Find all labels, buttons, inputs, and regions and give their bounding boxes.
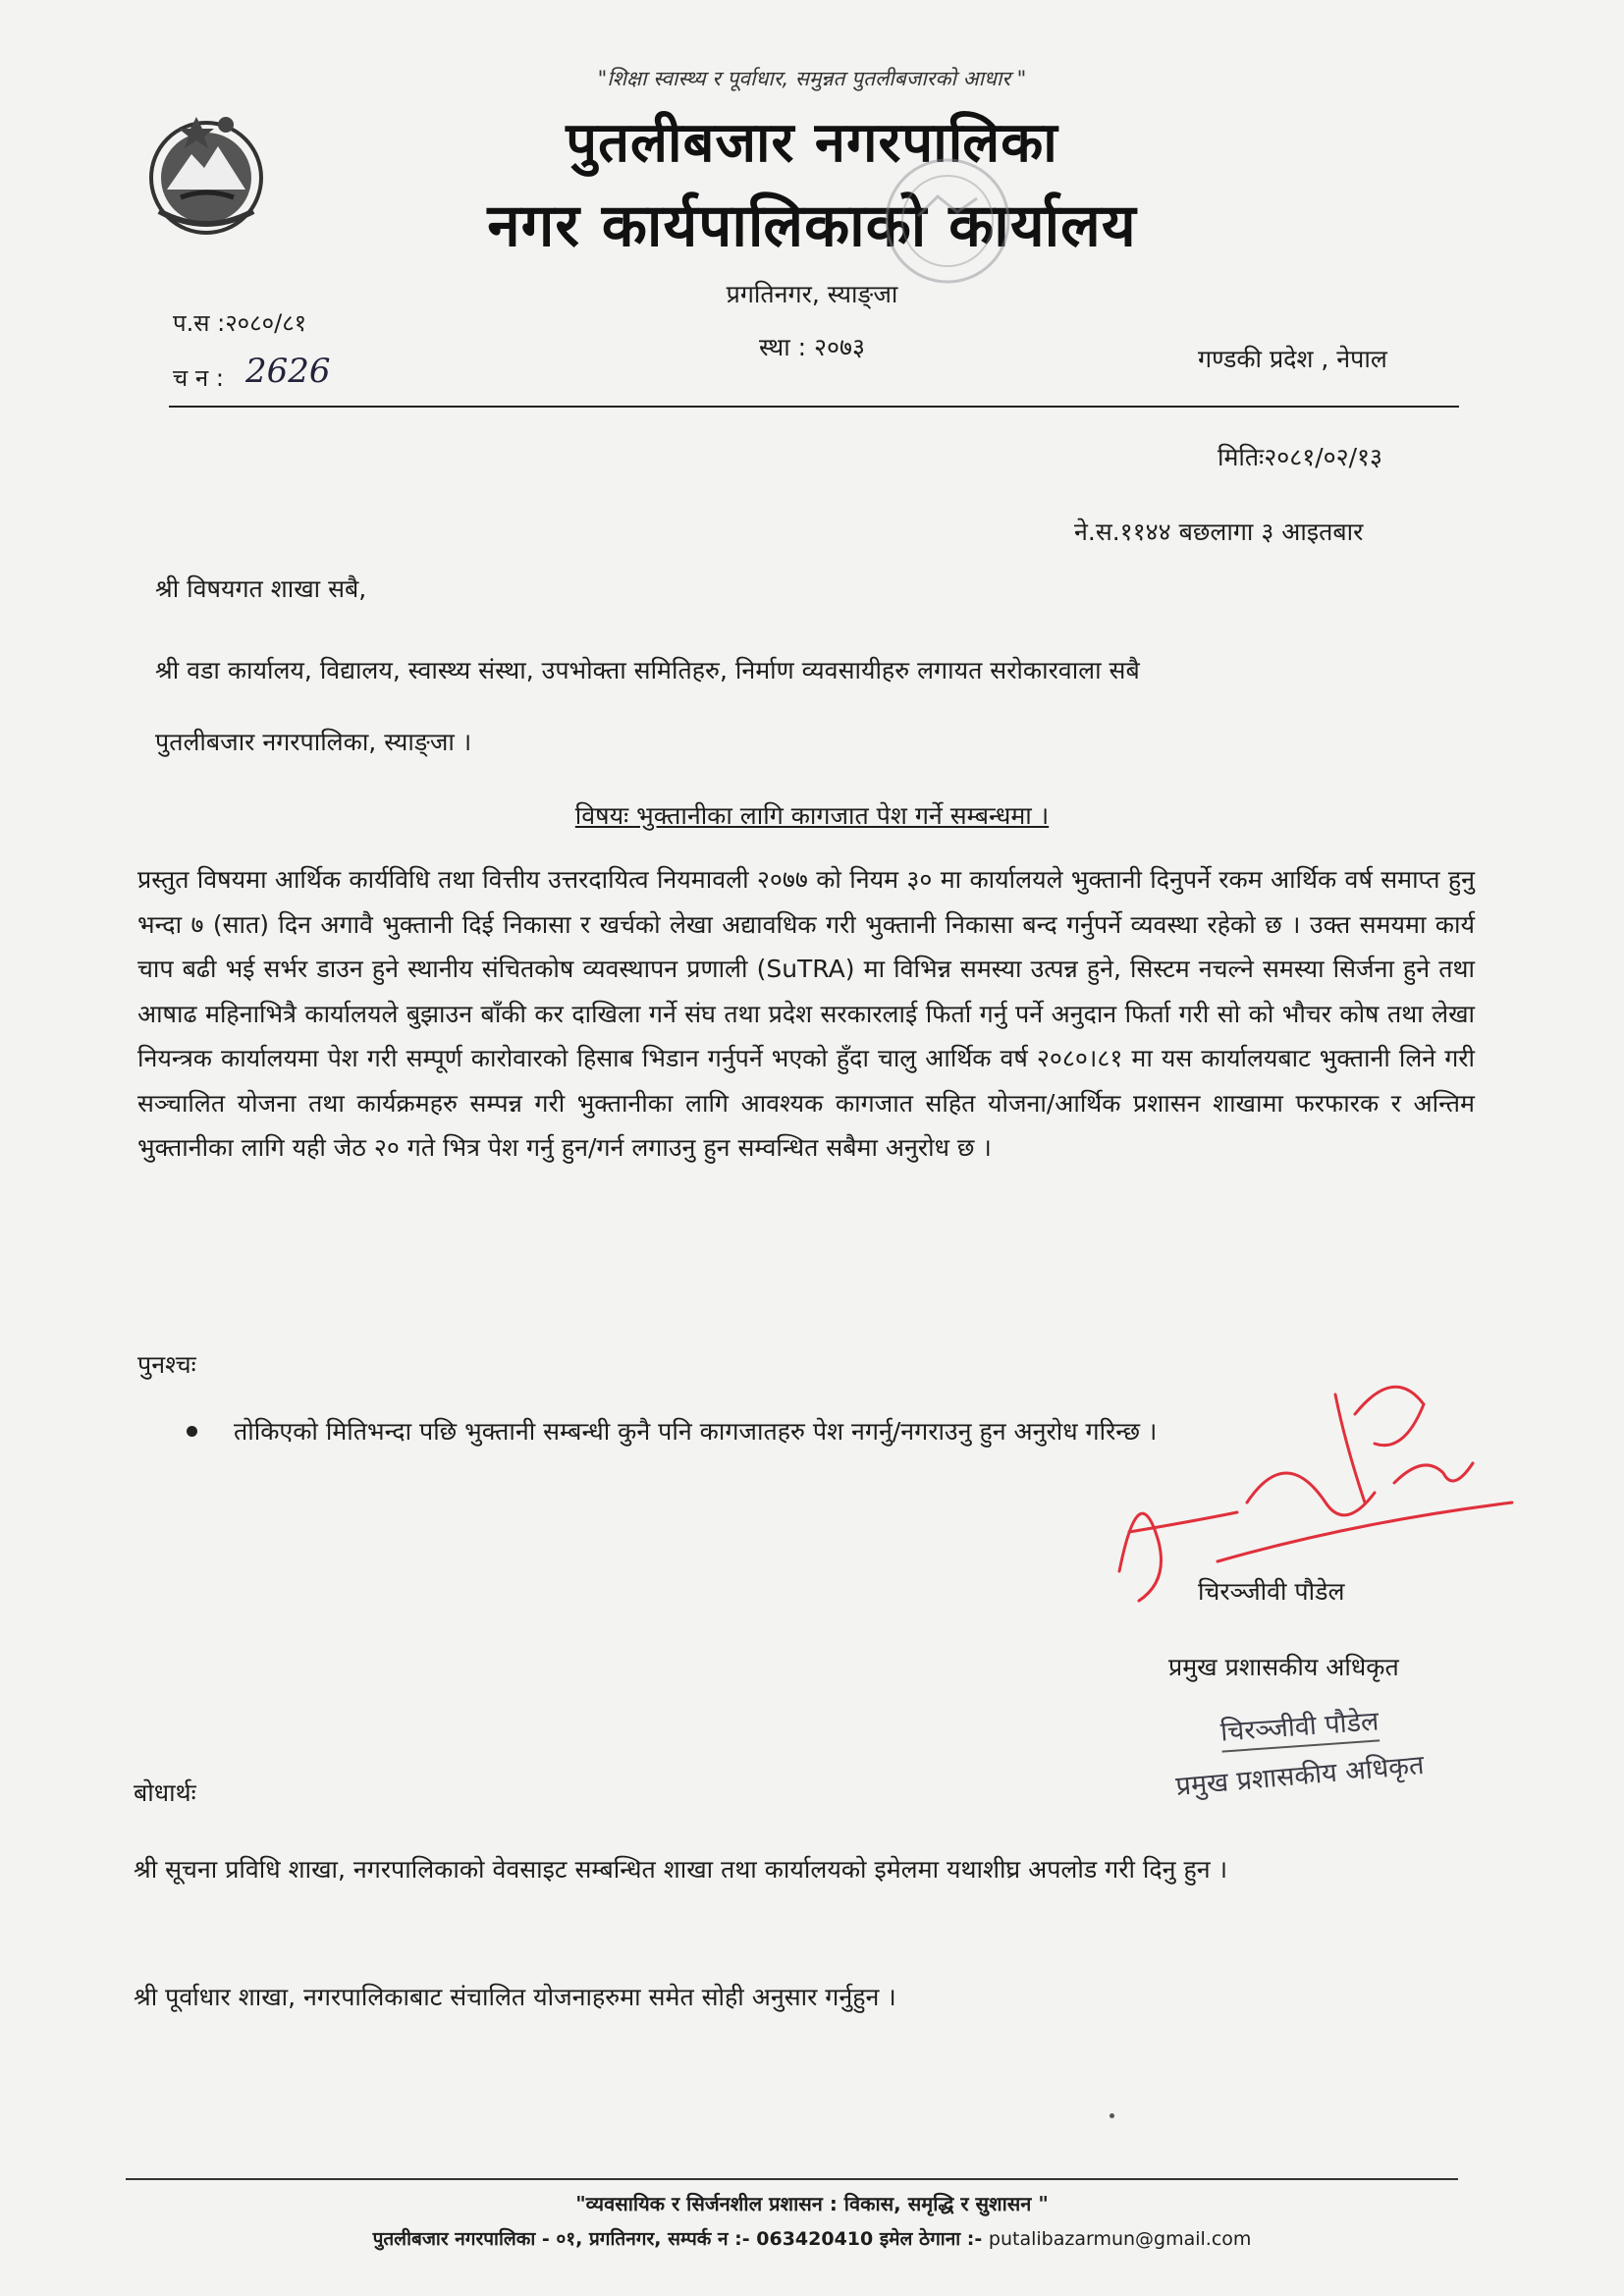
recipient-line-1: श्री विषयगत शाखा सबै, (155, 574, 367, 603)
footer-contact-text: पुतलीबजार नगरपालिका - ०१, प्रगतिनगर, सम्पर्क न :- 063420410 इमेल ठेगाना :- (372, 2228, 989, 2250)
stray-mark (1110, 2113, 1114, 2118)
dispatch-label: च न : (173, 364, 224, 392)
municipality-name: पुतलीबजार नगरपालिका (566, 111, 1058, 175)
letter-date: मितिः२०८१/०२/१३ (1218, 443, 1383, 471)
postscript-label: पुनश्चः (137, 1350, 196, 1379)
dispatch-number: 2626 (245, 352, 331, 391)
signatory-name: चिरञ्जीवी पौडेल (1198, 1577, 1345, 1606)
cc-line-2: श्री पूर्वाधार शाखा, नगरपालिकाबाट संचालित योजनाहरुमा समेत सोही अनुसार गर्नुहुन । (134, 1983, 896, 2011)
header-slogan: "शिक्षा स्वास्थ्य र पूर्वाधार, समुन्नत पुतलीबजारको आधार " (597, 67, 1027, 90)
cc-line-1: श्री सूचना प्रविधि शाखा, नगरपालिकाको वेवसाइट सम्बन्धित शाखा तथा कार्यालयको इमेलमा यथाशीघ्र अपलोड गरी दिनु हुन । (134, 1855, 1228, 1884)
recipient-line-3: पुतलीबजार नगरपालिका, स्याङ्जा । (155, 728, 472, 756)
reference-number: प.स :२०८०/८१ (173, 309, 307, 337)
cc-label: बोधार्थः (134, 1778, 196, 1807)
recipient-line-2: श्री वडा कार्यालय, विद्यालय, स्वास्थ्य संस्था, उपभोक्ता समितिहरु, निर्माण व्यवसायीहरु लगायत सरोकारवाला सबै (155, 656, 1140, 684)
footer-divider (126, 2178, 1458, 2180)
established-year: स्था : २०७३ (759, 333, 865, 361)
header-divider (169, 406, 1459, 408)
footer-email: putalibazarmun@gmail.com (988, 2228, 1252, 2250)
faint-office-stamp (864, 147, 1031, 295)
letter-body: प्रस्तुत विषयमा आर्थिक कार्यविधि तथा वित्तीय उत्तरदायित्व नियमावली २०७७ को नियम ३० मा कार्यालयले भुक्तानी दिनुपर्ने रकम आर्थिक वर्ष समाप्त हुनु भन्दा ७ (सात) दिन अगावै भुक्तानी दिई निकासा र खर्चको लेखा अद्यावधिक गरी भुक्तानी निकासा बन्द गर्नुपर्ने व्यवस्था रहेको छ । उक्त समयमा कार्य चाप बढी भई सर्भर डाउन हुने स्थानीय संचितकोष व्यवस्थापन प्रणाली (SuTRA) मा विभिन्न समस्या उत्पन्न हुने, सिस्टम नचल्ने समस्या सिर्जना हुने तथा आषाढ महिनाभित्रै कार्यालयले बुझाउन बाँकी कर दाखिला गर्ने संघ तथा प्रदेश सरकारलाई फिर्ता गर्नु पर्ने अनुदान फिर्ता गरी सो को भौचर कोष तथा लेखा नियन्त्रक कार्यालयमा पेश गरी सम्पूर्ण कारोवारको हिसाब भिडान गर्नुपर्ने भएको हुँदा चालु आर्थिक वर्ष २०८०।८१ मा यस कार्यालयबाट भुक्तानी लिने गरी सञ्चालित योजना तथा कार्यक्रमहरु सम्पन्न गरी भुक्तानीका लागि आवश्यक कागजात सहित योजना/आर्थिक प्रशासन शाखामा फरफारक र अन्तिम भुक्तानीका लागि यही जेठ २० गते भित्र पेश गर्नु हुन/गर्न लगाउनु हुन सम्वन्धित सबैमा अनुरोध छ । (137, 865, 1475, 1162)
footer-slogan: "व्यवसायिक र सिर्जनशील प्रशासन : विकास, समृद्धि र सुशासन " (575, 2192, 1049, 2215)
office-address: प्रगतिनगर, स्याङ्जा (726, 280, 898, 308)
province-country: गण्डकी प्रदेश , नेपाल (1198, 345, 1387, 373)
letter-subject: विषयः भुक्तानीका लागि कागजात पेश गर्ने सम्बन्धमा । (574, 801, 1050, 830)
footer-contact (0, 2225, 1624, 2251)
nepal-sambat-date: ने.स.११४४ बछलागा ३ आइतबार (1074, 518, 1364, 546)
postscript-bullet: तोकिएको मितिभन्दा पछि भुक्तानी सम्बन्धी कुनै पनि कागजातहरु पेश नगर्नु/नगराउनु हुन अनुरोध गरिन्छ । (234, 1417, 1158, 1446)
bullet-icon (187, 1426, 197, 1437)
stamp-signatory-name: चिरञ्जीवी पौडेल (1219, 1701, 1380, 1752)
office-name: नगर कार्यपालिकाको कार्यालय (487, 191, 1137, 260)
signatory-title: प्रमुख प्रशासकीय अधिकृत (1168, 1653, 1399, 1681)
stamp-signatory-title: प्रमुख प्रशासकीय अधिकृत (1174, 1750, 1426, 1802)
